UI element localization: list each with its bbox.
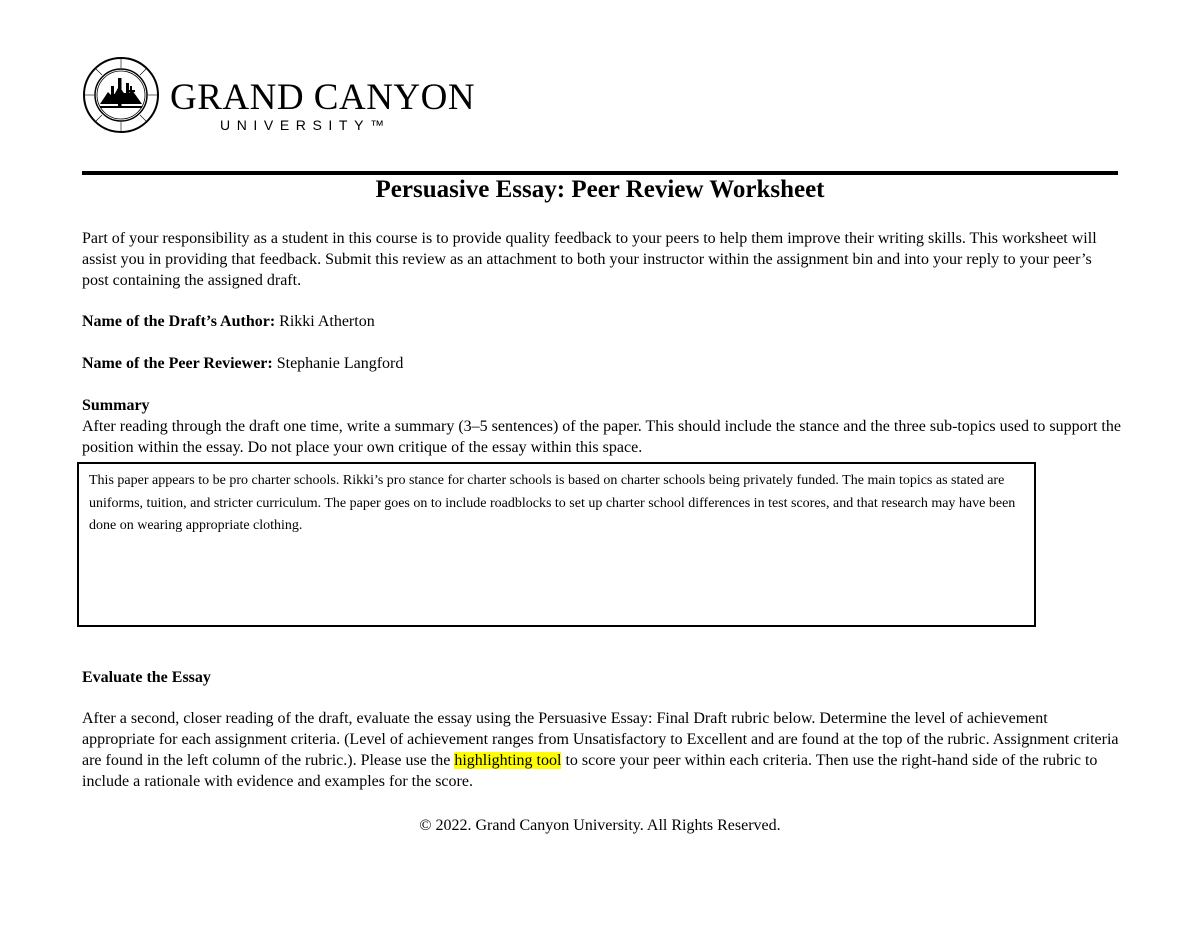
wordmark-grand-canyon: GRAND CANYON: [170, 77, 476, 118]
author-value: Rikki Atherton: [275, 313, 375, 330]
university-logo: [82, 56, 476, 138]
summary-instructions: After reading through the draft one time, write a summary (3–5 sentences) of the paper. This should include the stance and the three sub-topics used to support the position within the essay. Do not place your own critique of the essay within this space.: [82, 418, 1121, 456]
summary-heading: Summary: [82, 397, 150, 414]
reviewer-line: [82, 353, 1122, 374]
wordmark-university: UNIVERSITY™: [220, 117, 391, 133]
evaluate-paragraph: [82, 708, 1122, 792]
highlighted-phrase: highlighting tool: [454, 752, 562, 769]
author-line: [82, 311, 1122, 332]
evaluate-text-after: to score your peer within each criteria. Then use the right-hand side of the rubric to include a rationale with evidence and examples for the score.: [82, 752, 1098, 790]
evaluate-heading: Evaluate the Essay: [82, 669, 211, 686]
copyright-footer: © 2022. Grand Canyon University. All Rights Reserved.: [419, 817, 781, 834]
summary-response-box[interactable]: [77, 462, 1036, 627]
reviewer-value: Stephanie Langford: [272, 355, 404, 372]
summary-response-text: This paper appears to be pro charter schools. Rikki’s pro stance for charter schools is based on charter schools being privately funded. The main topics as stated are uniforms, tuition, and stricter curriculum. The paper goes on to include roadblocks to set up charter school differences in test scores, and that research may have been done on wearing appropriate clothing.: [89, 473, 1016, 533]
university-seal-icon: [82, 56, 160, 134]
author-label: Name of the Draft’s Author:: [82, 313, 276, 330]
evaluate-text-before: After a second, closer reading of the draft, evaluate the essay using the Persuasive Essay: Final Draft rubric below. Determine the level of achievement appropriate for each assignment criteria. (Level of achievement ranges from Unsatisfactory to Excellent and are found at the top of the rubric. Assignment criteria are found in the left column of the rubric.). Please use the: [82, 710, 1119, 769]
reviewer-label: Name of the Peer Reviewer:: [82, 355, 273, 372]
page-title: Persuasive Essay: Peer Review Worksheet: [375, 176, 825, 203]
intro-paragraph: Part of your responsibility as a student in this course is to provide quality feedback to your peers to help them improve their writing skills. This worksheet will assist you in providing that feedback. Submit this review as an attachment to both your instructor within the assignment bin and into your reply to your peer’s post containing the assigned draft.: [82, 230, 1097, 289]
